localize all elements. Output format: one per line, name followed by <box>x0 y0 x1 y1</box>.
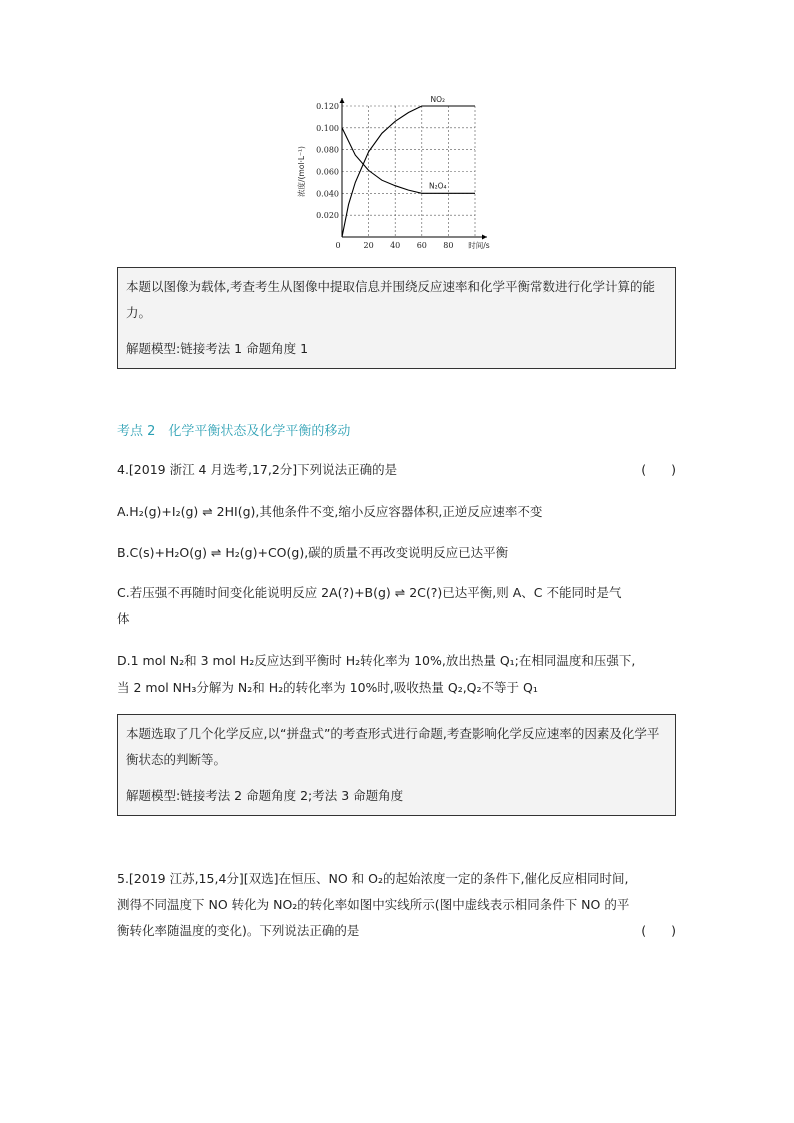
y-axis-arrow <box>340 98 345 103</box>
q4-stem <box>117 457 676 483</box>
x-tick-label: 60 <box>416 241 427 250</box>
x-tick-label: 80 <box>443 241 454 250</box>
x-tick-label: 20 <box>363 241 374 250</box>
analysis-box-1 <box>117 267 676 369</box>
q5-line2: 测得不同温度下 NO 转化为 NO₂的转化率如图中实线所示(图中虚线表示相同条件下 NO 的平 <box>117 897 630 912</box>
analysis-text: 本题以图像为载体,考查考生从图像中提取信息并围绕反应速率和化学平衡常数进行化学计算的能力。 <box>126 279 655 320</box>
solution-model: 解题模型:链接考法 1 命题角度 1 <box>126 341 309 356</box>
x-axis-label: 时间/s <box>468 241 490 250</box>
q4-stem-text: 4.[2019 浙江 4 月选考,17,2分]下列说法正确的是 <box>117 462 398 477</box>
q4-option-c-line2: 体 <box>117 611 130 626</box>
y-tick-label: 0.120 <box>316 102 339 111</box>
analysis-box-2 <box>117 714 676 816</box>
y-tick-label: 0.020 <box>316 211 339 221</box>
answer-paren: ( ) <box>641 462 676 477</box>
answer-paren: ( ) <box>641 923 676 938</box>
q4-option-b: B.C(s)+H₂O(g) ⇌ H₂(g)+CO(g),碳的质量不再改变说明反应已达平衡 <box>117 545 509 560</box>
section-title: 考点 2 化学平衡状态及化学平衡的移动 <box>117 424 351 439</box>
y-tick-label: 0.100 <box>316 123 339 133</box>
y-tick-label: 0.080 <box>316 145 339 155</box>
q5-line1: 5.[2019 江苏,15,4分][双选]在恒压、NO 和 O₂的起始浓度一定的条件下,催化反应相同时间, <box>117 871 629 886</box>
q5-line3 <box>117 918 676 944</box>
q5-line3-text: 衡转化率随温度的变化)。下列说法正确的是 <box>117 923 360 938</box>
q4-option-a: A.H₂(g)+I₂(g) ⇌ 2HI(g),其他条件不变,缩小反应容器体积,正逆反应速率不变 <box>117 504 543 519</box>
series-line <box>342 128 475 194</box>
q4-option-d-line1: D.1 mol N₂和 3 mol H₂反应达到平衡时 H₂转化率为 10%,放出热量 Q₁;在相同温度和压强下, <box>117 653 636 668</box>
solution-model: 解题模型:链接考法 2 命题角度 2;考法 3 命题角度 <box>126 788 404 803</box>
x-tick-label: 0 <box>335 241 341 250</box>
series-label: N₂O₄ <box>428 181 447 191</box>
concentration-time-chart <box>290 92 510 252</box>
y-axis-label: 浓度/(mol·L⁻¹) <box>297 146 306 197</box>
y-tick-label: 0.040 <box>316 189 339 199</box>
x-axis-arrow <box>482 235 487 240</box>
q4-option-c-line1: C.若压强不再随时间变化能说明反应 2A(?)+B(g) ⇌ 2C(?)已达平衡,则 A、C 不能同时是气 <box>117 585 622 600</box>
series-label: NO₂ <box>430 95 446 104</box>
y-tick-label: 0.060 <box>316 167 339 177</box>
chart-svg <box>290 92 510 252</box>
q4-option-d-line2: 当 2 mol NH₃分解为 N₂和 H₂的转化率为 10%时,吸收热量 Q₂,Q₂不等于 Q₁ <box>117 680 538 695</box>
analysis-text: 本题选取了几个化学反应,以“拼盘式”的考查形式进行命题,考查影响化学反应速率的因素及化学平衡状态的判断等。 <box>126 726 660 767</box>
x-tick-label: 40 <box>390 241 401 250</box>
